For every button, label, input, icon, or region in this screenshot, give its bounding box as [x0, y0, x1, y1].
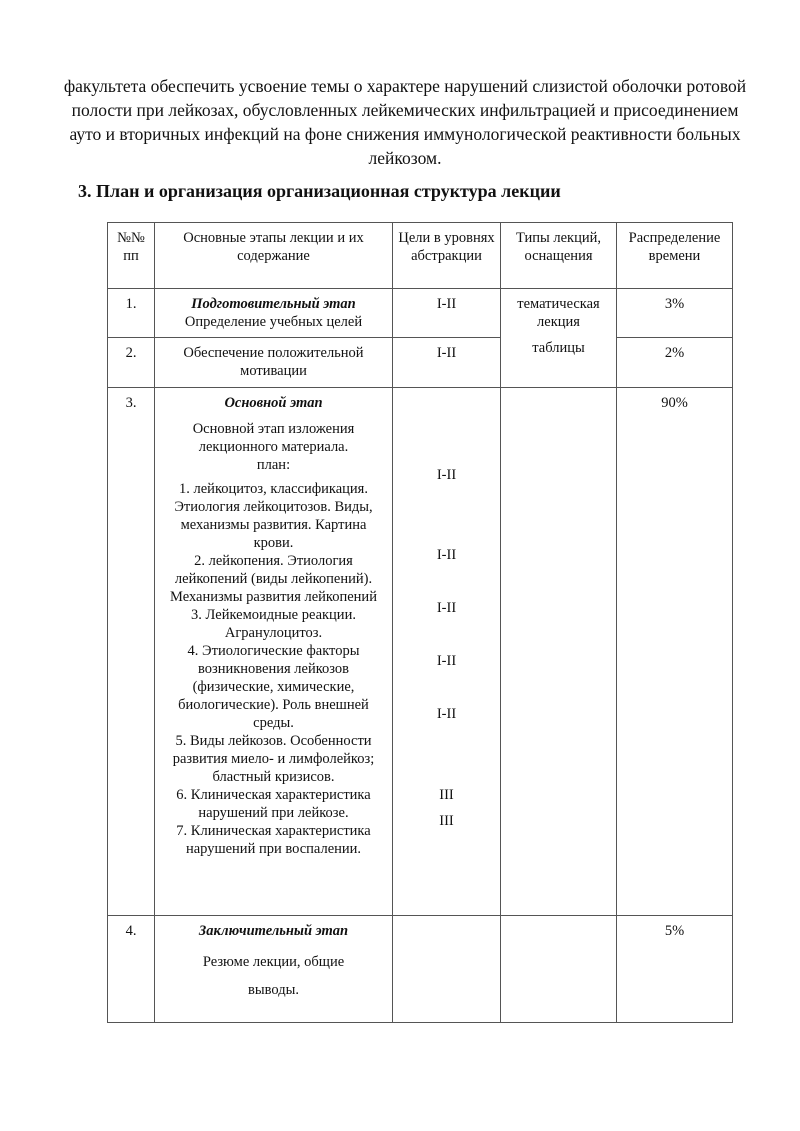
row-num: 1. [108, 289, 155, 338]
stage-cell [155, 338, 393, 388]
time-cell: 3% [617, 289, 733, 338]
plan-item: 5. Виды лейкозов. Особенности развития миело- и лимфолейкоз; бластный кризисов. [172, 733, 375, 785]
plan-item: 1. лейкоцитоз, классификация. Этиология лейкоцитозов. Виды, механизмы развития. Картина крови. [174, 481, 373, 551]
stage-text: Определение учебных целей [184, 314, 363, 330]
row-num: 4. [108, 916, 155, 1023]
lecture-type: тематическая лекция [517, 296, 600, 330]
goal-level: III [439, 813, 454, 829]
time-cell: 2% [617, 338, 733, 388]
lecture-plan-table [107, 222, 733, 1023]
goal-cell: I-II [393, 289, 501, 338]
plan-item: 2. лейкопения. Этиология лейкопений (виды лейкопений). Механизмы развития лейкопений [170, 553, 377, 605]
goal-level: I-II [436, 600, 457, 616]
stage-title: Подготовительный этап [191, 296, 356, 312]
stage-lead: Основной этап изложения лекционного материала. план: [192, 421, 355, 473]
header-goals: Цели в уровнях абстракции [393, 223, 501, 289]
header-stages: Основные этапы лекции и их содержание [155, 223, 393, 289]
equipment: таблицы [532, 340, 585, 356]
stage-cell [155, 289, 393, 338]
goal-cell: I-II [393, 338, 501, 388]
types-cell [501, 916, 617, 1023]
stage-text: Обеспечение положительной мотивации [183, 345, 364, 379]
table-row [108, 916, 733, 1023]
plan-item: 7. Клиническая характеристика нарушений при воспалении. [176, 823, 371, 857]
stage-title: Основной этап [224, 395, 323, 411]
goal-level: I-II [436, 706, 457, 722]
plan-item: 4. Этиологические факторы возникновения лейкозов (физические, химические, биологические). Роль внешней среды. [178, 643, 369, 731]
types-cell [501, 289, 617, 388]
plan-item: 6. Клиническая характеристика нарушений при лейкозе. [176, 787, 371, 821]
goal-level: III [439, 787, 454, 803]
plan-item: 3. Лейкемоидные реакции. Агранулоцитоз. [191, 607, 356, 641]
time-cell: 90% [617, 388, 733, 916]
stage-cell [155, 388, 393, 916]
time-cell: 5% [617, 916, 733, 1023]
header-num: №№ пп [108, 223, 155, 289]
goals-cell [393, 388, 501, 916]
header-time: Распределение времени [617, 223, 733, 289]
header-types: Типы лекций, оснащения [501, 223, 617, 289]
table-row [108, 338, 733, 388]
goal-cell [393, 916, 501, 1023]
table-header-row [108, 223, 733, 289]
types-cell [501, 388, 617, 916]
row-num: 2. [108, 338, 155, 388]
goal-level: I-II [436, 467, 457, 483]
stage-cell [155, 916, 393, 1023]
table-row [108, 289, 733, 338]
row-num: 3. [108, 388, 155, 916]
intro-paragraph: факультета обеспечить усвоение темы о характере нарушений слизистой оболочки ротовой полости при лейкозах, обусловленных лейкемических инфильтрацией и присоединением ауто и вторичных инфекций на фоне снижения иммунологической реактивности больных лейкозом. [63, 76, 747, 168]
stage-title: Заключительный этап [198, 923, 349, 939]
section-heading: 3. План и организация организационная структура лекции [78, 181, 561, 201]
goal-level: I-II [436, 547, 457, 563]
stage-text: Резюме лекции, общие выводы. [202, 954, 345, 998]
goal-level: I-II [436, 653, 457, 669]
table-row [108, 388, 733, 916]
